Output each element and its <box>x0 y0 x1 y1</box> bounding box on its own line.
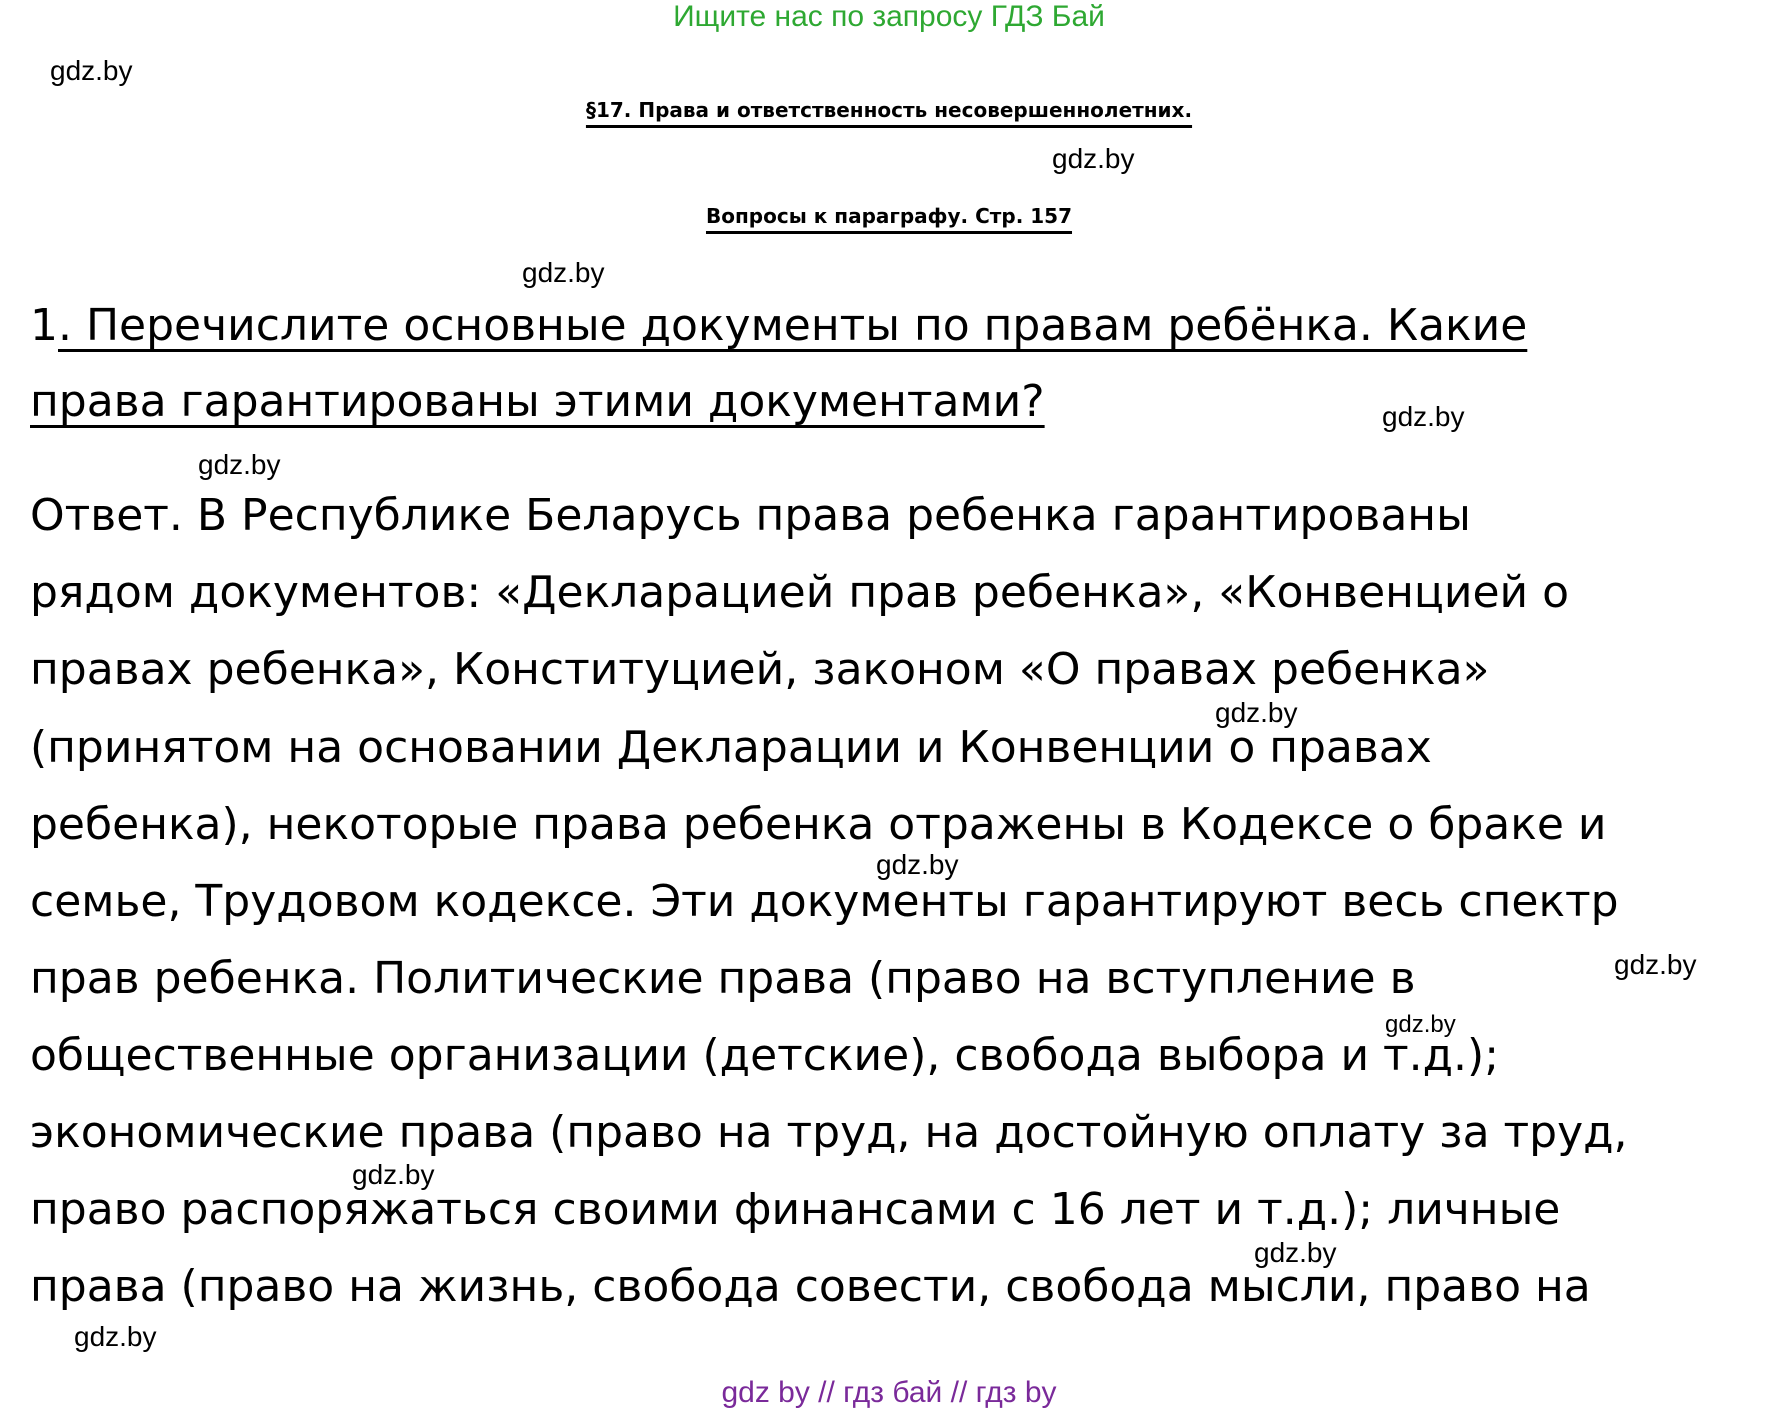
question-text-2: права гарантированы этими документами? <box>30 376 1045 427</box>
footer-links: gdz by // гдз бай // гдз by <box>721 1376 1057 1409</box>
question-line-1 <box>30 298 1527 354</box>
page-title: §17. Права и ответственность несовершеннолетних. <box>585 98 1193 122</box>
answer-line: ребенка), некоторые права ребенка отражены в Кодексе о браке и <box>30 799 1607 850</box>
answer-line: право распоряжаться своими финансами с 16 лет и т.д.); личные <box>30 1184 1561 1235</box>
answer-line: прав ребенка. Политические права (право на вступление в <box>30 953 1416 1004</box>
watermark: gdz.by <box>1614 949 1697 980</box>
watermark: gdz.by <box>1254 1237 1337 1268</box>
question-text-1: . Перечислите основные документы по правам ребёнка. Какие <box>58 300 1528 351</box>
watermark: gdz.by <box>50 55 133 86</box>
question-line-2 <box>30 374 1045 430</box>
answer-line: общественные организации (детские), свобода выбора и т.д.); <box>30 1030 1500 1081</box>
answer-line: экономические права (право на труд, на достойную оплату за труд, <box>30 1107 1628 1158</box>
watermark: gdz.by <box>352 1159 435 1190</box>
answer-line: правах ребенка», Конституцией, законом «О правах ребенка» <box>30 644 1490 695</box>
section-subtitle: Вопросы к параграфу. Стр. 157 <box>705 204 1073 228</box>
watermark: gdz.by <box>1385 1011 1456 1038</box>
watermark: gdz.by <box>522 257 605 288</box>
answer-line: права (право на жизнь, свобода совести, свобода мысли, право на <box>30 1261 1591 1312</box>
answer-line: семье, Трудовом кодексе. Эти документы гарантируют весь спектр <box>30 876 1619 927</box>
answer-line: рядом документов: «Декларацией прав ребенка», «Конвенцией о <box>30 567 1570 618</box>
watermark: gdz.by <box>1215 697 1298 728</box>
top-banner: Ищите нас по запросу ГДЗ Бай <box>673 0 1105 33</box>
watermark: gdz.by <box>1382 401 1465 432</box>
question-number: 1 <box>30 300 58 351</box>
watermark: gdz.by <box>198 449 281 480</box>
answer-line: Ответ. В Республике Беларусь права ребенка гарантированы <box>30 490 1471 541</box>
watermark: gdz.by <box>74 1321 157 1352</box>
answer-line: (принятом на основании Декларации и Конвенции о правах <box>30 722 1432 773</box>
watermark: gdz.by <box>1052 143 1135 174</box>
watermark: gdz.by <box>876 849 959 880</box>
